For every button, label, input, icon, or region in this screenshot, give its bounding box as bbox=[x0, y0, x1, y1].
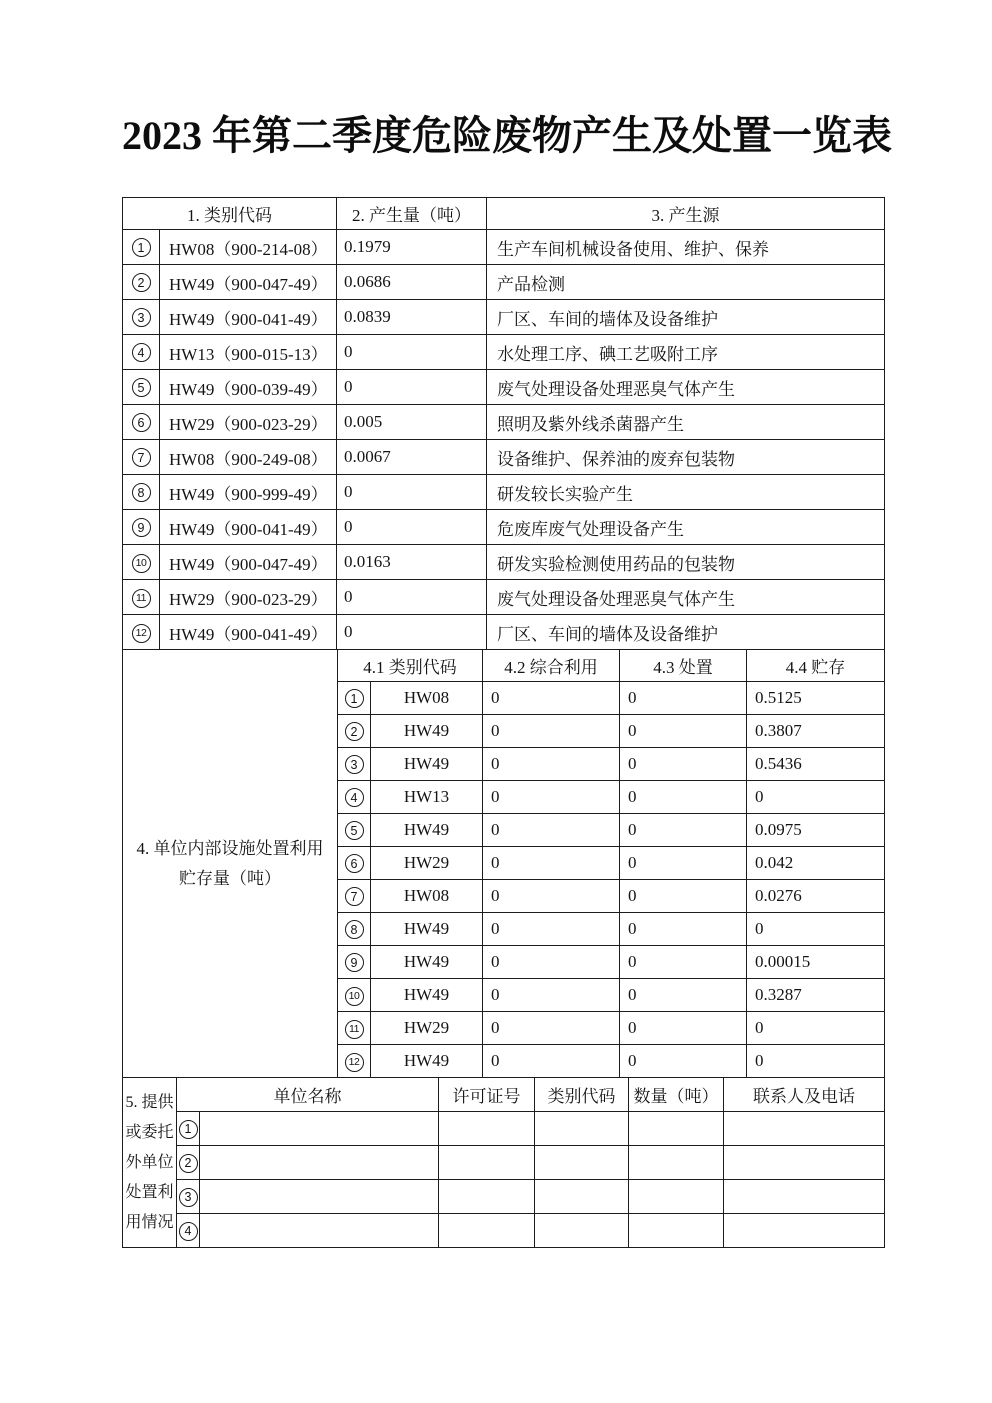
amount-cell: 0 bbox=[337, 370, 487, 405]
utilization-cell: 0 bbox=[483, 682, 620, 715]
generation-row bbox=[123, 230, 885, 265]
circled-number: 6 bbox=[345, 854, 364, 873]
category-code-cell: HW49 bbox=[371, 946, 483, 979]
row-index-cell bbox=[177, 1180, 200, 1214]
category-code-cell: HW29 bbox=[371, 847, 483, 880]
category-code-cell: HW08 bbox=[371, 880, 483, 913]
header-quantity: 数量（吨） bbox=[629, 1078, 724, 1112]
generation-row bbox=[123, 265, 885, 300]
source-cell: 生产车间机械设备使用、维护、保养 bbox=[487, 230, 885, 265]
row-index-cell bbox=[338, 682, 371, 715]
row-index-cell bbox=[123, 545, 160, 580]
row-index-cell bbox=[338, 880, 371, 913]
disposal-cell: 0 bbox=[620, 781, 747, 814]
source-cell: 废气处理设备处理恶臭气体产生 bbox=[487, 580, 885, 615]
category-code-cell: HW49（900-041-49） bbox=[160, 615, 337, 650]
row-index-cell bbox=[123, 370, 160, 405]
row-index-cell bbox=[177, 1112, 200, 1146]
permit-number-cell bbox=[439, 1180, 535, 1214]
amount-cell: 0.005 bbox=[337, 405, 487, 440]
generation-row bbox=[123, 545, 885, 580]
circled-number: 5 bbox=[345, 821, 364, 840]
circled-number: 8 bbox=[345, 920, 364, 939]
disposal-cell: 0 bbox=[620, 715, 747, 748]
row-index-cell bbox=[123, 475, 160, 510]
row-index-cell bbox=[338, 979, 371, 1012]
section5-label-line3: 外单位 bbox=[125, 1153, 174, 1171]
utilization-cell: 0 bbox=[483, 715, 620, 748]
category-code-cell: HW49 bbox=[371, 748, 483, 781]
storage-cell: 0.0276 bbox=[747, 880, 885, 913]
source-cell: 厂区、车间的墙体及设备维护 bbox=[487, 300, 885, 335]
circled-number: 3 bbox=[345, 755, 364, 774]
section4-label-line2: 贮存量（吨） bbox=[179, 868, 281, 888]
category-code-cell: HW08（900-214-08） bbox=[160, 230, 337, 265]
row-index-cell bbox=[123, 300, 160, 335]
storage-cell: 0.3287 bbox=[747, 979, 885, 1012]
category-code-cell: HW49 bbox=[371, 913, 483, 946]
category-code-cell bbox=[535, 1180, 629, 1214]
utilization-cell: 0 bbox=[483, 1012, 620, 1045]
source-cell: 研发较长实验产生 bbox=[487, 475, 885, 510]
category-code-cell: HW13（900-015-13） bbox=[160, 335, 337, 370]
generation-row bbox=[123, 300, 885, 335]
internal-disposal-table bbox=[122, 649, 885, 1078]
header-category-code-5: 类别代码 bbox=[535, 1078, 629, 1112]
quantity-cell bbox=[629, 1112, 724, 1146]
circled-number: 4 bbox=[179, 1222, 198, 1241]
circled-number: 3 bbox=[179, 1188, 198, 1207]
quantity-cell bbox=[629, 1214, 724, 1248]
utilization-cell: 0 bbox=[483, 979, 620, 1012]
section5-label-line4: 处置利 bbox=[125, 1183, 174, 1201]
unit-name-cell bbox=[200, 1180, 439, 1214]
generation-row bbox=[123, 370, 885, 405]
circled-number: 8 bbox=[132, 483, 151, 502]
category-code-cell: HW49（900-999-49） bbox=[160, 475, 337, 510]
amount-cell: 0.0163 bbox=[337, 545, 487, 580]
header-amount: 2. 产生量（吨） bbox=[337, 198, 487, 230]
row-index-cell bbox=[338, 946, 371, 979]
row-index-cell bbox=[338, 1012, 371, 1045]
row-index-cell bbox=[123, 405, 160, 440]
external-unit-row bbox=[123, 1146, 885, 1180]
storage-cell: 0.5125 bbox=[747, 682, 885, 715]
disposal-cell: 0 bbox=[620, 814, 747, 847]
utilization-cell: 0 bbox=[483, 1045, 620, 1078]
disposal-cell: 0 bbox=[620, 946, 747, 979]
section5-label-line5: 用情况 bbox=[125, 1213, 174, 1231]
amount-cell: 0 bbox=[337, 615, 487, 650]
permit-number-cell bbox=[439, 1112, 535, 1146]
disposal-cell: 0 bbox=[620, 880, 747, 913]
header-4-1: 4.1 类别代码 bbox=[338, 650, 483, 682]
storage-cell: 0 bbox=[747, 1012, 885, 1045]
section4-label-line1: 4. 单位内部设施处置利用 bbox=[136, 838, 324, 858]
row-index-cell bbox=[338, 847, 371, 880]
category-code-cell: HW49 bbox=[371, 1045, 483, 1078]
external-disposal-table bbox=[122, 1077, 885, 1248]
quantity-cell bbox=[629, 1180, 724, 1214]
document-content bbox=[122, 112, 892, 1248]
utilization-cell: 0 bbox=[483, 913, 620, 946]
row-index-cell bbox=[338, 781, 371, 814]
contact-cell bbox=[724, 1146, 885, 1180]
circled-number: 5 bbox=[132, 378, 151, 397]
category-code-cell bbox=[535, 1146, 629, 1180]
row-index-cell bbox=[123, 615, 160, 650]
row-index-cell bbox=[123, 580, 160, 615]
amount-cell: 0 bbox=[337, 475, 487, 510]
header-4-3: 4.3 处置 bbox=[620, 650, 747, 682]
category-code-cell: HW49（900-039-49） bbox=[160, 370, 337, 405]
unit-name-cell bbox=[200, 1214, 439, 1248]
disposal-cell: 0 bbox=[620, 1012, 747, 1045]
disposal-cell: 0 bbox=[620, 913, 747, 946]
external-table-header-row bbox=[123, 1078, 885, 1112]
external-unit-row bbox=[123, 1180, 885, 1214]
header-source: 3. 产生源 bbox=[487, 198, 885, 230]
storage-cell: 0 bbox=[747, 913, 885, 946]
internal-table-header-row bbox=[123, 650, 885, 682]
category-code-cell bbox=[535, 1214, 629, 1248]
row-index-cell bbox=[338, 1045, 371, 1078]
circled-number: 6 bbox=[132, 413, 151, 432]
row-index-cell bbox=[338, 814, 371, 847]
category-code-cell bbox=[535, 1112, 629, 1146]
header-category-code: 1. 类别代码 bbox=[123, 198, 337, 230]
category-code-cell: HW49 bbox=[371, 715, 483, 748]
amount-cell: 0 bbox=[337, 510, 487, 545]
source-cell: 厂区、车间的墙体及设备维护 bbox=[487, 615, 885, 650]
disposal-cell: 0 bbox=[620, 847, 747, 880]
amount-cell: 0.1979 bbox=[337, 230, 487, 265]
circled-number: 2 bbox=[345, 722, 364, 741]
amount-cell: 0.0686 bbox=[337, 265, 487, 300]
category-code-cell: HW49 bbox=[371, 814, 483, 847]
header-unit-name: 单位名称 bbox=[177, 1078, 439, 1112]
category-code-cell: HW49（900-047-49） bbox=[160, 545, 337, 580]
row-index-cell bbox=[338, 913, 371, 946]
source-cell: 危废库废气处理设备产生 bbox=[487, 510, 885, 545]
amount-cell: 0.0839 bbox=[337, 300, 487, 335]
category-code-cell: HW49（900-041-49） bbox=[160, 510, 337, 545]
amount-cell: 0 bbox=[337, 335, 487, 370]
disposal-cell: 0 bbox=[620, 979, 747, 1012]
row-index-cell bbox=[123, 265, 160, 300]
circled-number: 1 bbox=[132, 238, 151, 257]
source-cell: 研发实验检测使用药品的包装物 bbox=[487, 545, 885, 580]
category-code-cell: HW29（900-023-29） bbox=[160, 580, 337, 615]
storage-cell: 0.00015 bbox=[747, 946, 885, 979]
circled-number: 9 bbox=[132, 518, 151, 537]
utilization-cell: 0 bbox=[483, 748, 620, 781]
amount-cell: 0 bbox=[337, 580, 487, 615]
category-code-cell: HW08（900-249-08） bbox=[160, 440, 337, 475]
row-index-cell bbox=[123, 440, 160, 475]
page-title: 2023 年第二季度危险废物产生及处置一览表 bbox=[122, 113, 892, 158]
row-index-cell bbox=[177, 1214, 200, 1248]
circled-number: 11 bbox=[132, 589, 151, 608]
utilization-cell: 0 bbox=[483, 880, 620, 913]
category-code-cell: HW08 bbox=[371, 682, 483, 715]
source-cell: 照明及紫外线杀菌器产生 bbox=[487, 405, 885, 440]
section5-label bbox=[123, 1078, 177, 1248]
utilization-cell: 0 bbox=[483, 781, 620, 814]
row-index-cell bbox=[123, 230, 160, 265]
disposal-cell: 0 bbox=[620, 682, 747, 715]
row-index-cell bbox=[338, 748, 371, 781]
section4-label bbox=[123, 650, 338, 1078]
utilization-cell: 0 bbox=[483, 847, 620, 880]
circled-number: 10 bbox=[132, 554, 151, 573]
quantity-cell bbox=[629, 1146, 724, 1180]
category-code-cell: HW49 bbox=[371, 979, 483, 1012]
row-index-cell bbox=[123, 510, 160, 545]
source-cell: 设备维护、保养油的废弃包装物 bbox=[487, 440, 885, 475]
permit-number-cell bbox=[439, 1146, 535, 1180]
circled-number: 9 bbox=[345, 953, 364, 972]
category-code-cell: HW49（900-041-49） bbox=[160, 300, 337, 335]
storage-cell: 0.5436 bbox=[747, 748, 885, 781]
generation-row bbox=[123, 335, 885, 370]
circled-number: 4 bbox=[345, 788, 364, 807]
circled-number: 3 bbox=[132, 308, 151, 327]
generation-row bbox=[123, 510, 885, 545]
contact-cell bbox=[724, 1180, 885, 1214]
circled-number: 2 bbox=[132, 273, 151, 292]
header-contact: 联系人及电话 bbox=[724, 1078, 885, 1112]
contact-cell bbox=[724, 1214, 885, 1248]
generation-row bbox=[123, 405, 885, 440]
main-table-header-row bbox=[123, 198, 885, 230]
contact-cell bbox=[724, 1112, 885, 1146]
row-index-cell bbox=[123, 335, 160, 370]
section5-label-line2: 或委托 bbox=[125, 1123, 174, 1141]
generation-row bbox=[123, 580, 885, 615]
circled-number: 4 bbox=[132, 343, 151, 362]
header-permit-number: 许可证号 bbox=[439, 1078, 535, 1112]
category-code-cell: HW29 bbox=[371, 1012, 483, 1045]
circled-number: 12 bbox=[132, 624, 151, 643]
source-cell: 产品检测 bbox=[487, 265, 885, 300]
circled-number: 12 bbox=[345, 1053, 364, 1072]
source-cell: 水处理工序、碘工艺吸附工序 bbox=[487, 335, 885, 370]
row-index-cell bbox=[177, 1146, 200, 1180]
storage-cell: 0.042 bbox=[747, 847, 885, 880]
circled-number: 7 bbox=[345, 887, 364, 906]
category-code-cell: HW13 bbox=[371, 781, 483, 814]
storage-cell: 0 bbox=[747, 781, 885, 814]
unit-name-cell bbox=[200, 1146, 439, 1180]
amount-cell: 0.0067 bbox=[337, 440, 487, 475]
generation-row bbox=[123, 615, 885, 650]
disposal-cell: 0 bbox=[620, 1045, 747, 1078]
permit-number-cell bbox=[439, 1214, 535, 1248]
section5-label-line1: 5. 提供 bbox=[125, 1093, 174, 1111]
category-code-cell: HW29（900-023-29） bbox=[160, 405, 337, 440]
generation-row bbox=[123, 475, 885, 510]
header-4-4: 4.4 贮存 bbox=[747, 650, 885, 682]
source-cell: 废气处理设备处理恶臭气体产生 bbox=[487, 370, 885, 405]
storage-cell: 0.0975 bbox=[747, 814, 885, 847]
circled-number: 10 bbox=[345, 987, 364, 1006]
circled-number: 1 bbox=[179, 1120, 198, 1139]
external-unit-row bbox=[123, 1214, 885, 1248]
storage-cell: 0 bbox=[747, 1045, 885, 1078]
category-code-cell: HW49（900-047-49） bbox=[160, 265, 337, 300]
header-4-2: 4.2 综合利用 bbox=[483, 650, 620, 682]
generation-row bbox=[123, 440, 885, 475]
utilization-cell: 0 bbox=[483, 946, 620, 979]
circled-number: 2 bbox=[179, 1154, 198, 1173]
circled-number: 7 bbox=[132, 448, 151, 467]
circled-number: 11 bbox=[345, 1020, 364, 1039]
main-waste-table bbox=[122, 197, 885, 650]
storage-cell: 0.3807 bbox=[747, 715, 885, 748]
external-unit-row bbox=[123, 1112, 885, 1146]
unit-name-cell bbox=[200, 1112, 439, 1146]
row-index-cell bbox=[338, 715, 371, 748]
disposal-cell: 0 bbox=[620, 748, 747, 781]
circled-number: 1 bbox=[345, 689, 364, 708]
utilization-cell: 0 bbox=[483, 814, 620, 847]
